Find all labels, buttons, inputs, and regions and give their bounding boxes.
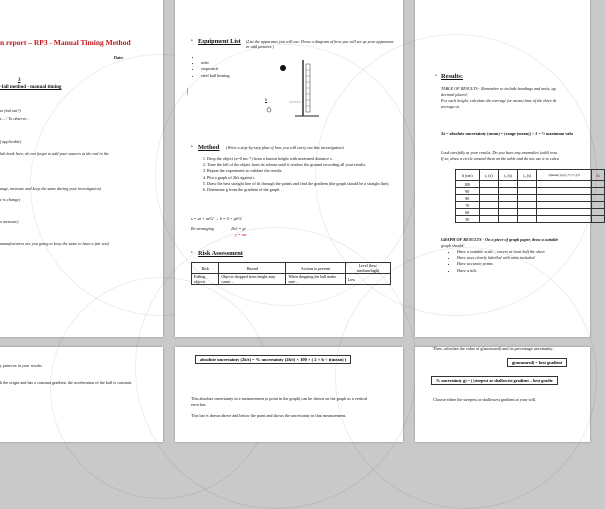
table-header: Level (low/ medium/high) (345, 263, 390, 274)
method-step: 2. Time the fall of the object from its release until it reaches the ground recording all your results. (207, 162, 397, 168)
table-cell: 50 (456, 216, 480, 223)
table-row (456, 188, 605, 195)
results-note-3: For each height, calculate the average (or mean) time of the three dr (441, 98, 557, 103)
stopwatch-icon (267, 108, 271, 112)
list-item: • Have accurate points (457, 261, 545, 267)
table-header: Actions to prevent (286, 263, 345, 274)
apparatus-diagram (235, 52, 345, 127)
dependent-line: o measure) (0, 219, 19, 224)
method-step: 3. Repeat the experiment to validate the results. (207, 168, 397, 174)
equipment-note: (List the apparatus you will use. Draw a diagram of how you will set up your apparatus or add pictures.) (246, 39, 394, 50)
bullet-icon: • (191, 145, 193, 150)
table-cell: Falling objects (192, 274, 219, 285)
page-5 (175, 347, 403, 442)
equipment-item: • stopwatch (201, 66, 230, 72)
report-title: n report – RP3 - Manual Timing Method (0, 38, 131, 47)
table-header: t(mean) (s) (t₁+t₂+t₃)/3 (537, 170, 591, 181)
table-row (192, 263, 391, 274)
calculate-g-line: Then, calculate the value of g(measured) and its percentage uncertainty: (433, 346, 554, 351)
table-cell: 90 (456, 188, 480, 195)
table-header: h (cm) (456, 170, 480, 181)
error-bar-line-3: This bar is drawn above and below the point and shows the uncertainty in that measurement. (191, 413, 347, 418)
graph-heading: GRAPH OF RESULTS - On a piece of graph paper, draw a suitable (441, 237, 559, 242)
method-steps (199, 156, 397, 193)
method-heading: Method (198, 144, 220, 151)
variables-line: ange, measure and keep the same during your investigation) (0, 186, 102, 191)
independent-line: e is change) (0, 197, 21, 202)
list-item: • Have a title. (457, 268, 545, 274)
bullet-icon: • (435, 74, 437, 79)
table-header: Risk (192, 263, 219, 274)
bullet-icon: • (191, 251, 193, 256)
control-line: manufacturers are you going to keep the same to have a fair test) (0, 241, 110, 246)
section-number: 3 (18, 78, 21, 83)
table-row (456, 209, 605, 216)
page-2 (175, 0, 403, 337)
table-cell: Objects dropped from height may cause ... (219, 274, 286, 285)
results-table (455, 169, 605, 223)
page-6 (415, 347, 590, 442)
table-row (192, 274, 391, 285)
equipment-item: • ruler (201, 60, 230, 66)
table-header: t₂ (s) (498, 170, 517, 181)
date-label: Date: (114, 55, 124, 60)
table-header: t₁ (s) (479, 170, 498, 181)
results-heading: Results: (441, 73, 464, 80)
section-title: -fall method - manual timing (0, 85, 62, 90)
percentage-uncertainty-box: % uncertainty g) = ( |steepest or shallowest gradient – best gradie (431, 376, 558, 385)
graph-heading-2: graph should: (441, 243, 465, 248)
method-note: (Write a step-by-step plan of how you will carry out this investigation) (226, 145, 344, 150)
table-cell: 100 (456, 181, 480, 188)
graph-criteria (449, 249, 545, 274)
aim-line: to find out?) (0, 108, 21, 113)
table-cell: When dropping the ball make sure ... (286, 274, 345, 285)
method-step: 6. Determine g from the gradient of the graph. (207, 187, 397, 193)
absolute-uncertainty-line: Δt = absolute uncertainty (mean) = (range (mean)) ÷ 2 = ½ maximum valu (441, 131, 573, 136)
patterns-line: y patterns in your results. (0, 363, 43, 368)
table-header: Hazard (219, 263, 286, 274)
aim-line-2: e... / To observe... (0, 116, 30, 121)
research-line: lab book here; do not forget to add your sources at the end in the (0, 151, 109, 156)
page-4 (0, 347, 163, 442)
list-item: • Have axes clearly labelled with units included. (457, 255, 545, 261)
method-step: 5. Draw the best straight line of fit through the points and find the gradient (the graph should be a straight line). (207, 181, 397, 187)
table-cell: 70 (456, 202, 480, 209)
results-note-2: decimal places! (441, 92, 468, 97)
table-header: t₃ (s) (518, 170, 537, 181)
method-step: 4. Plot a graph of 2h/t against t. (207, 175, 397, 181)
bullet-icon: • (191, 39, 193, 44)
equation-rearranged: 2h/t = gt (231, 226, 246, 231)
risk-table (191, 262, 391, 285)
table-cell: Low (345, 274, 390, 285)
gradient-choice-line: Choose either the steepest or shallowest gradient at your will. (433, 397, 537, 402)
table-row (456, 170, 605, 181)
risk-heading: Risk Assessment (198, 250, 243, 257)
conclusion-line: h the origin and has a constant gradient, the acceleration of the ball is constant. (0, 380, 133, 385)
anomalies-line: Look carefully at your results. Do you have any anomalies (odd) resu (441, 150, 558, 155)
error-bar-line: This absolute uncertainty in a measurement (a point in the graph) can be shown on the graph as a vertical (191, 396, 368, 401)
table-row (456, 195, 605, 202)
table-row (456, 181, 605, 188)
ball-bearing-icon (280, 65, 286, 71)
height-label: h (265, 97, 268, 102)
table-row (456, 216, 605, 223)
table-cell: 60 (456, 209, 480, 216)
hypothesis-line: f applicable) (0, 139, 22, 144)
rearranging-label: Re-arranging (191, 226, 214, 231)
equipment-list (193, 54, 230, 79)
error-bar-line-2: error bar. (191, 402, 207, 407)
g-measured-box: g(measured) = best gradient (507, 358, 567, 367)
page-1 (0, 0, 163, 337)
equation-linear: y = mx (235, 232, 247, 237)
table-cell: 80 (456, 195, 480, 202)
table-row (456, 202, 605, 209)
list-item: • Have a suitable scale – covers at least half the sheet (457, 249, 545, 255)
equipment-item: • steel ball bearing (201, 73, 230, 79)
results-note-4: average ut. (441, 104, 460, 109)
equipment-heading: Equipment List (198, 38, 241, 45)
table-header: Δt (591, 170, 604, 181)
equation-suvat: s = ut + at²/2 → h = 0 + gt²/2 (191, 216, 242, 221)
results-note: TABLE OF RESULTS - Remember to include headings and units, ag (441, 86, 556, 91)
text-cursor: | (187, 87, 189, 95)
method-step: 1. Drop the object (a=0 ms⁻¹) from a known height with measured distance s. (207, 156, 397, 162)
circle-line: If so, draw a circle around them on the table and do not use it to calcu (441, 156, 559, 161)
absolute-uncertainty-box: absolute uncertainty (2h/t) = % uncertainty (2h/t) × 100 × ( 2 × h ÷ t(mean) ) (195, 355, 351, 364)
page-3 (415, 0, 600, 337)
